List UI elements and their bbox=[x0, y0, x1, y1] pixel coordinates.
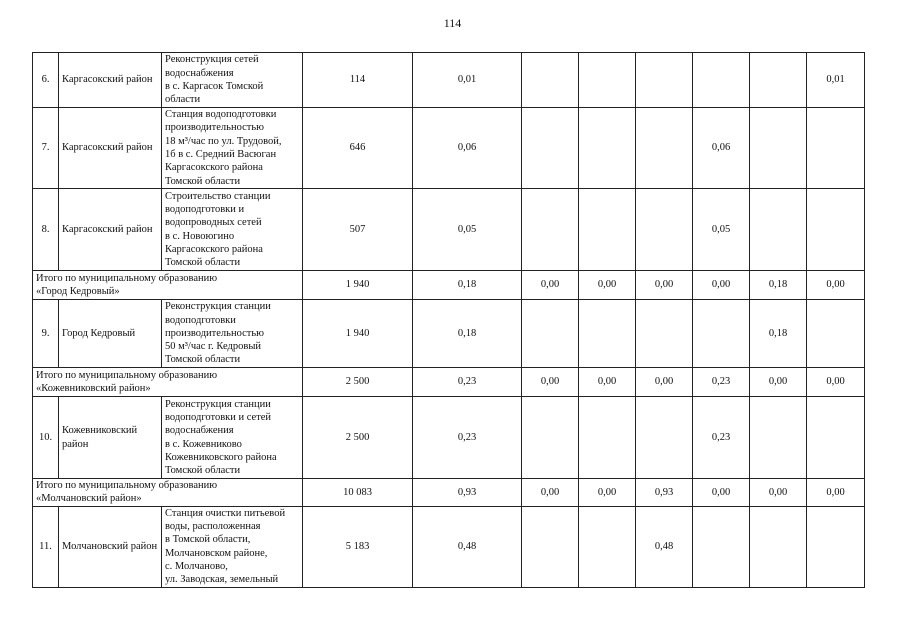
text-line: Томской области bbox=[165, 175, 241, 187]
capacity-value: 646 bbox=[303, 108, 413, 189]
period-value: 0,00 bbox=[636, 368, 693, 397]
period-value: 0,01 bbox=[807, 53, 865, 108]
row-number: 6. bbox=[33, 53, 59, 108]
table-row bbox=[33, 189, 865, 271]
object-description bbox=[162, 397, 303, 479]
period-value: 0,00 bbox=[750, 479, 807, 507]
period-value bbox=[807, 189, 865, 271]
period-value: 0,00 bbox=[636, 271, 693, 300]
period-value bbox=[807, 300, 865, 368]
period-value bbox=[636, 108, 693, 189]
text-line: водопроводных сетей bbox=[165, 217, 262, 229]
table-row bbox=[33, 53, 865, 108]
period-value: 0,00 bbox=[807, 271, 865, 300]
row-number: 11. bbox=[33, 506, 59, 587]
text-line: водоснабжения bbox=[165, 67, 234, 79]
period-value bbox=[693, 506, 750, 587]
period-value: 0,93 bbox=[636, 479, 693, 507]
text-line: Каргасокского района bbox=[165, 243, 263, 255]
capacity-value: 2 500 bbox=[303, 368, 413, 397]
period-value bbox=[579, 397, 636, 479]
period-value bbox=[750, 53, 807, 108]
text-line: Реконструкция станции bbox=[165, 301, 271, 313]
text-line: водоснабжения bbox=[165, 425, 234, 437]
text-line: Итого по муниципальному образованию bbox=[36, 369, 218, 381]
text-line: в с. Кожевниково bbox=[165, 438, 242, 450]
row-number: 7. bbox=[33, 108, 59, 189]
district-name: Молчановский район bbox=[59, 506, 162, 587]
period-value bbox=[522, 506, 579, 587]
table-row bbox=[33, 108, 865, 189]
period-value: 0,00 bbox=[522, 479, 579, 507]
period-value bbox=[579, 300, 636, 368]
object-description bbox=[162, 53, 303, 108]
total-value: 0,23 bbox=[413, 397, 522, 479]
page-number: 114 bbox=[443, 16, 462, 30]
subtotal-label bbox=[33, 271, 303, 300]
district-name: Каргасокский район bbox=[59, 108, 162, 189]
period-value: 0,00 bbox=[807, 368, 865, 397]
period-value: 0,18 bbox=[750, 300, 807, 368]
total-value: 0,06 bbox=[413, 108, 522, 189]
period-value: 0,23 bbox=[693, 368, 750, 397]
text-line: 1б в с. Средний Васюган bbox=[165, 149, 277, 160]
period-value: 0,05 bbox=[693, 189, 750, 271]
district-name: Город Кедровый bbox=[59, 300, 162, 368]
capacity-value: 1 940 bbox=[303, 300, 413, 368]
period-value: 0,00 bbox=[522, 368, 579, 397]
period-value bbox=[750, 108, 807, 189]
text-line: ул. Заводская, земельный bbox=[165, 574, 279, 586]
period-value: 0,00 bbox=[750, 368, 807, 397]
capacity-value: 507 bbox=[303, 189, 413, 271]
period-value bbox=[522, 53, 579, 108]
text-line: Итого по муниципальному образованию bbox=[36, 272, 218, 284]
total-value: 0,05 bbox=[413, 189, 522, 271]
period-value bbox=[693, 300, 750, 368]
text-line: воды, расположенная bbox=[165, 521, 261, 532]
subtotal-row bbox=[33, 368, 865, 397]
text-line: 18 м³/час по ул. Трудовой, bbox=[165, 135, 282, 147]
investment-table bbox=[32, 52, 865, 588]
capacity-value: 1 940 bbox=[303, 271, 413, 300]
subtotal-row bbox=[33, 271, 865, 300]
district-name: Каргасокский район bbox=[59, 53, 162, 108]
period-value bbox=[579, 53, 636, 108]
capacity-value: 114 bbox=[303, 53, 413, 108]
period-value: 0,00 bbox=[807, 479, 865, 507]
text-line: Каргасокского района bbox=[165, 162, 263, 174]
period-value bbox=[750, 189, 807, 271]
text-line: в с. Новоюгино bbox=[165, 230, 235, 242]
text-line: Томской области bbox=[165, 354, 241, 366]
period-value bbox=[807, 108, 865, 189]
text-line: Реконструкция станции bbox=[165, 398, 271, 410]
period-value bbox=[807, 506, 865, 587]
text-line: Строительство станции bbox=[165, 190, 271, 202]
text-line: Молчановском районе, bbox=[165, 547, 268, 559]
text-line: водоподготовки и bbox=[165, 203, 245, 215]
period-value bbox=[579, 506, 636, 587]
subtotal-label bbox=[33, 479, 303, 507]
text-line: Кожевниковского района bbox=[165, 451, 277, 463]
text-line: водоподготовки bbox=[165, 314, 236, 326]
period-value bbox=[522, 300, 579, 368]
period-value bbox=[522, 108, 579, 189]
table-row bbox=[33, 506, 865, 587]
subtotal-row bbox=[33, 479, 865, 507]
object-description bbox=[162, 189, 303, 271]
total-value: 0,01 bbox=[413, 53, 522, 108]
period-value: 0,00 bbox=[522, 271, 579, 300]
text-line: в с. Каргасок Томской bbox=[165, 81, 264, 92]
object-description bbox=[162, 108, 303, 189]
period-value bbox=[693, 53, 750, 108]
district-name: Каргасокский район bbox=[59, 189, 162, 271]
period-value bbox=[750, 506, 807, 587]
text-line: Станция водоподготовки bbox=[165, 109, 277, 121]
period-value: 0,00 bbox=[693, 271, 750, 300]
text-line: производительностью bbox=[165, 327, 264, 339]
total-value: 0,18 bbox=[413, 271, 522, 300]
period-value bbox=[579, 108, 636, 189]
period-value bbox=[636, 189, 693, 271]
text-line: Станция очистки питьевой bbox=[165, 507, 286, 519]
row-number: 10. bbox=[33, 397, 59, 479]
text-line: Итого по муниципальному образованию bbox=[36, 480, 218, 491]
text-line: Томской области bbox=[165, 465, 241, 477]
period-value: 0,06 bbox=[693, 108, 750, 189]
period-value bbox=[636, 53, 693, 108]
text-line: Томской области bbox=[165, 257, 241, 269]
total-value: 0,93 bbox=[413, 479, 522, 507]
subtotal-label bbox=[33, 368, 303, 397]
text-line: «Молчановский район» bbox=[36, 493, 142, 505]
text-line: «Кожевниковский район» bbox=[36, 383, 151, 394]
total-value: 0,48 bbox=[413, 506, 522, 587]
period-value bbox=[750, 397, 807, 479]
table-row bbox=[33, 300, 865, 368]
period-value bbox=[522, 397, 579, 479]
capacity-value: 2 500 bbox=[303, 397, 413, 479]
row-number: 9. bbox=[33, 300, 59, 368]
capacity-value: 5 183 bbox=[303, 506, 413, 587]
text-line: водоподготовки и сетей bbox=[165, 411, 272, 423]
period-value: 0,00 bbox=[579, 368, 636, 397]
period-value bbox=[522, 189, 579, 271]
period-value: 0,48 bbox=[636, 506, 693, 587]
text-line: с. Молчаново, bbox=[165, 560, 228, 572]
total-value: 0,18 bbox=[413, 300, 522, 368]
district-name: Кожевниковский район bbox=[59, 397, 162, 479]
period-value: 0,00 bbox=[693, 479, 750, 507]
period-value: 0,23 bbox=[693, 397, 750, 479]
period-value bbox=[807, 397, 865, 479]
period-value bbox=[636, 397, 693, 479]
capacity-value: 10 083 bbox=[303, 479, 413, 507]
total-value: 0,23 bbox=[413, 368, 522, 397]
table-row bbox=[33, 397, 865, 479]
period-value: 0,00 bbox=[579, 479, 636, 507]
period-value bbox=[579, 189, 636, 271]
period-value bbox=[636, 300, 693, 368]
text-line: в Томской области, bbox=[165, 534, 251, 546]
object-description bbox=[162, 300, 303, 368]
object-description bbox=[162, 506, 303, 587]
text-line: «Город Кедровый» bbox=[36, 286, 120, 297]
row-number: 8. bbox=[33, 189, 59, 271]
text-line: 50 м³/час г. Кедровый bbox=[165, 341, 262, 353]
text-line: области bbox=[165, 94, 201, 106]
period-value: 0,00 bbox=[579, 271, 636, 300]
period-value: 0,18 bbox=[750, 271, 807, 300]
text-line: Реконструкция сетей bbox=[165, 54, 259, 66]
text-line: производительностью bbox=[165, 122, 264, 134]
